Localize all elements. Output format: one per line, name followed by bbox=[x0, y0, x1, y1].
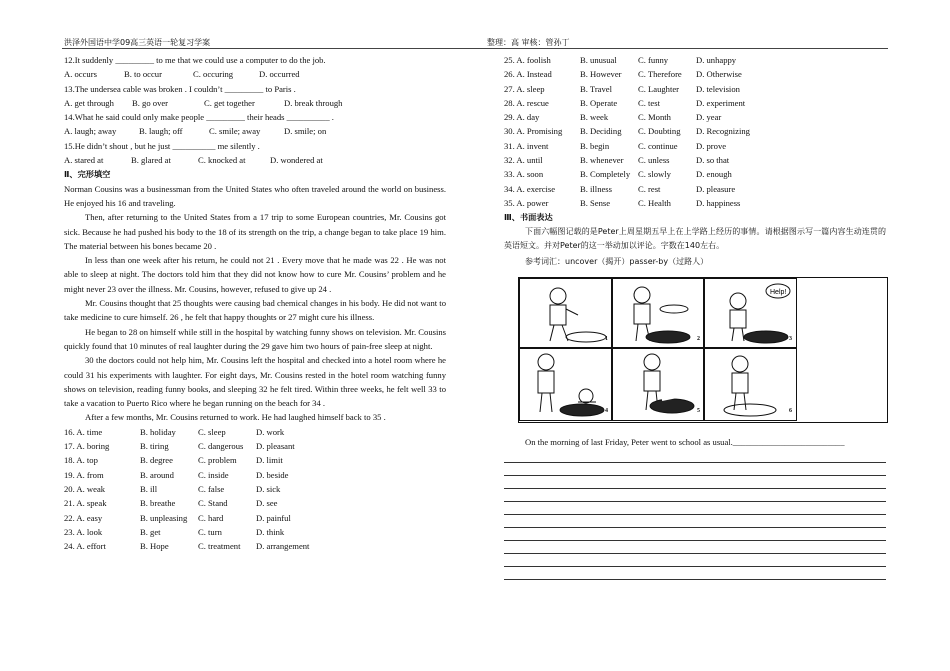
option: C. funny bbox=[638, 55, 669, 65]
option: B. breathe bbox=[140, 498, 176, 509]
panel-number: 6 bbox=[789, 408, 792, 415]
boy-and-passerby-illustration bbox=[520, 348, 612, 420]
option: D. television bbox=[696, 83, 740, 94]
cloze-option-row bbox=[504, 153, 886, 167]
panel-number: 4 bbox=[605, 408, 608, 415]
cloze-paragraph-5: He began to 28 on himself while still in the hospital by watching funny shows on television. Mr. Cousins quickly found that 10 minutes of real laughter during the 29 gave him two hours of pain-free sleep at night. bbox=[64, 326, 446, 351]
section-title-cloze: Ⅱ、完形填空 bbox=[64, 169, 111, 180]
option: D. beside bbox=[256, 469, 289, 480]
option: D. limit bbox=[256, 455, 283, 466]
cloze-option-row bbox=[504, 96, 886, 110]
reference-words: 参考词汇：uncover（揭开）passer-by（过路人） bbox=[525, 257, 709, 267]
cloze-option-row bbox=[64, 511, 446, 525]
cloze-paragraph-6: 30 the doctors could not help him, Mr. Cousins left the hospital and checked into a hotel room where he could 31 his experiments with laughter. For eight days, Mr. Cousins rested in the hotel room watching funny shows on television, reading funny books, and sleeping 32 he felt tired. Within three weeks, he felt well 33 to take a vacation to Puerto Rico where he began running on the beach for 34 . bbox=[64, 355, 446, 409]
option: D. Recognizing bbox=[696, 126, 750, 137]
cloze-option-row bbox=[64, 539, 446, 553]
option: C. turn bbox=[198, 526, 222, 537]
option: 32. A. until bbox=[504, 155, 543, 166]
option: C. slowly bbox=[638, 169, 671, 180]
panel-number: 1 bbox=[605, 336, 608, 343]
writing-line[interactable] bbox=[504, 450, 886, 463]
option: C. hard bbox=[198, 512, 224, 523]
option: A. laugh; away bbox=[64, 126, 117, 137]
option: 23. A. look bbox=[64, 526, 103, 537]
cloze-option-row bbox=[504, 196, 886, 210]
option: B. Hope bbox=[140, 541, 169, 552]
cloze-options-list bbox=[64, 425, 446, 554]
question-stem: 12.It suddenly _________ to me that we could use a computer to do the job. bbox=[64, 55, 326, 65]
option: C. inside bbox=[198, 469, 229, 480]
writing-line[interactable] bbox=[504, 567, 886, 580]
option: 20. A. weak bbox=[64, 483, 106, 494]
option: B. glared at bbox=[131, 155, 171, 166]
option: B. Operate bbox=[580, 97, 618, 108]
cloze-option-row bbox=[64, 496, 446, 510]
option: B. Deciding bbox=[580, 126, 622, 137]
question-options bbox=[64, 153, 446, 167]
option: B. get bbox=[140, 526, 161, 537]
cloze-paragraph-3: In less than one week after his return, he could not 21 . Every move that he made was 22 . He was not able to sleep at night. The doctors told him that they did not know how to cure Mr. Cousins’ problem and he might never 23 over the illness. Mr. Cousins, however, refused to give up 24 . bbox=[64, 255, 446, 294]
comic-panel-6 bbox=[703, 347, 797, 421]
option: C. get together bbox=[204, 97, 255, 108]
cloze-option-row bbox=[64, 439, 446, 453]
option: 21. A. speak bbox=[64, 498, 107, 509]
option: B. Travel bbox=[580, 83, 612, 94]
option: B. begin bbox=[580, 140, 610, 151]
option: B. laugh; off bbox=[139, 126, 183, 137]
option: 28. A. rescue bbox=[504, 97, 549, 108]
cloze-option-row bbox=[504, 124, 886, 138]
option: D. see bbox=[256, 498, 278, 509]
question-stem: 13.The undersea cable was broken . I couldn’t _________ to Paris . bbox=[64, 83, 296, 94]
writing-line[interactable] bbox=[504, 515, 886, 528]
option: 31. A. invent bbox=[504, 140, 549, 151]
writing-prompt: 下面六幅图记载的是Peter上周星期五早上在上学路上经历的事情。请根据图示写一篇内容生动连贯的英语短文。并对Peter的这一举动加以评论。字数在140左右。 bbox=[504, 226, 886, 250]
option: B. whenever bbox=[580, 155, 624, 166]
comic-panel-4 bbox=[519, 347, 613, 421]
option: D. happiness bbox=[696, 197, 741, 208]
cloze-option-row bbox=[64, 482, 446, 496]
option: B. ill bbox=[140, 483, 158, 494]
cloze-option-row bbox=[64, 468, 446, 482]
option: D. enough bbox=[696, 169, 732, 180]
option: C. Doubting bbox=[638, 126, 681, 137]
panel-number: 3 bbox=[789, 336, 792, 343]
option: 34. A. exercise bbox=[504, 183, 556, 194]
right-column bbox=[504, 53, 886, 580]
option: B. tiring bbox=[140, 441, 169, 452]
writing-line[interactable] bbox=[504, 554, 886, 567]
grammar-question-13 bbox=[64, 82, 446, 111]
option: D. occurred bbox=[259, 69, 300, 80]
option: D. experiment bbox=[696, 97, 746, 108]
cloze-paragraph-7: After a few months, Mr. Cousins returned to work. He had laughed himself back to 35 . bbox=[85, 412, 386, 423]
panel-number: 2 bbox=[697, 336, 700, 343]
option: B. degree bbox=[140, 455, 173, 466]
cloze-option-row bbox=[504, 139, 886, 153]
option: 24. A. effort bbox=[64, 541, 106, 552]
writing-answer-start[interactable]: On the morning of last Friday, Peter went to school as usual.__________________________ bbox=[525, 437, 845, 448]
boy-hears-cry-illustration bbox=[704, 279, 796, 348]
writing-line[interactable] bbox=[504, 502, 886, 515]
option: D. arrangement bbox=[256, 541, 310, 552]
option: A. get through bbox=[64, 97, 114, 108]
comic-strip bbox=[518, 277, 888, 423]
writing-line[interactable] bbox=[504, 528, 886, 541]
option: C. sleep bbox=[198, 426, 226, 437]
option: B. unpleasing bbox=[140, 512, 188, 523]
cloze-option-row bbox=[64, 425, 446, 439]
writing-answer-lines[interactable] bbox=[504, 450, 886, 580]
option: D. unhappy bbox=[696, 55, 737, 65]
option: B. go over bbox=[132, 97, 169, 108]
option: 19. A. from bbox=[64, 469, 104, 480]
option: C. false bbox=[198, 483, 225, 494]
cloze-option-row bbox=[504, 53, 886, 67]
option: C. Month bbox=[638, 112, 671, 123]
option: 29. A. day bbox=[504, 112, 540, 123]
boy-looking-into-hole-illustration bbox=[704, 348, 796, 420]
option: C. unless bbox=[638, 155, 670, 166]
grammar-question-12 bbox=[64, 53, 446, 82]
option: A. occurs bbox=[64, 69, 97, 80]
option: B. week bbox=[580, 112, 609, 123]
option: C. Laughter bbox=[638, 83, 680, 94]
option: 30. A. Promising bbox=[504, 126, 563, 137]
option: B. Completely bbox=[580, 169, 631, 180]
option: B. illness bbox=[580, 183, 612, 194]
option: 18. A. top bbox=[64, 455, 98, 466]
option: D. painful bbox=[256, 512, 291, 523]
cloze-option-row bbox=[504, 110, 886, 124]
option: 33. A. soon bbox=[504, 169, 544, 180]
comic-panel-3 bbox=[703, 278, 797, 349]
question-options bbox=[64, 96, 446, 110]
question-stem: 14.What he said could only make people _________ their heads __________ . bbox=[64, 112, 334, 123]
grammar-question-15 bbox=[64, 139, 446, 168]
option: 35. A. power bbox=[504, 197, 549, 208]
option: C. dangerous bbox=[198, 441, 244, 452]
panel-number: 5 bbox=[697, 408, 700, 415]
option: D. wondered at bbox=[270, 155, 323, 166]
man-falling-illustration bbox=[612, 348, 704, 420]
option: D. so that bbox=[696, 155, 730, 166]
boy-walking-illustration bbox=[520, 279, 612, 348]
option: D. pleasant bbox=[256, 441, 295, 452]
section-title-writing: Ⅲ、书面表达 bbox=[504, 212, 553, 223]
cloze-options-list bbox=[504, 53, 886, 210]
option: C. problem bbox=[198, 455, 237, 466]
option: D. smile; on bbox=[284, 126, 327, 137]
option: D. work bbox=[256, 426, 285, 437]
grammar-question-14 bbox=[64, 110, 446, 139]
option: C. smile; away bbox=[209, 126, 261, 137]
option: C. treatment bbox=[198, 541, 241, 552]
comic-panel-5 bbox=[611, 347, 705, 421]
option: D. year bbox=[696, 112, 722, 123]
comic-panel-1 bbox=[519, 278, 613, 349]
comic-panel-2 bbox=[611, 278, 705, 349]
option: C. Therefore bbox=[638, 69, 682, 80]
cloze-option-row bbox=[64, 453, 446, 467]
option: D. Otherwise bbox=[696, 69, 742, 80]
option: B. holiday bbox=[140, 426, 176, 437]
question-stem: 15.He didn’t shout , but he just __________ me silently . bbox=[64, 140, 260, 151]
cloze-option-row bbox=[504, 167, 886, 181]
option: C. continue bbox=[638, 140, 678, 151]
option: D. think bbox=[256, 526, 285, 537]
boy-lifting-cover-illustration bbox=[612, 279, 704, 348]
cloze-paragraph-1: Norman Cousins was a businessman from the United States who often traveled around the world on business. He enjoyed his 16 and traveling. bbox=[64, 183, 446, 208]
cloze-option-row bbox=[504, 182, 886, 196]
cloze-option-row bbox=[504, 82, 886, 96]
help-speech-bubble: Help! bbox=[770, 289, 787, 297]
page-header bbox=[62, 36, 888, 49]
option: C. Stand bbox=[198, 498, 228, 509]
option: C. rest bbox=[638, 183, 661, 194]
cloze-option-row bbox=[504, 67, 886, 81]
writing-line[interactable] bbox=[504, 463, 886, 476]
option: C. Health bbox=[638, 197, 671, 208]
option: B. around bbox=[140, 469, 174, 480]
writing-line[interactable] bbox=[504, 476, 886, 489]
option: 22. A. easy bbox=[64, 512, 103, 523]
question-options bbox=[64, 124, 446, 138]
cloze-paragraph-2: Then, after returning to the United States from a 17 trip to some European countries, Mr. Cousins got sick. Because he had pushed his body to the 18 of its strength on the trip, a change began to take place 19 him. The material between his bones became 20 . bbox=[64, 212, 446, 251]
writing-line[interactable] bbox=[504, 489, 886, 502]
option: D. prove bbox=[696, 140, 727, 151]
option: C. occuring bbox=[193, 69, 234, 80]
option: C. knocked at bbox=[198, 155, 246, 166]
option: B. unusual bbox=[580, 55, 617, 65]
option: 25. A. foolish bbox=[504, 55, 551, 65]
option: 26. A. Instead bbox=[504, 69, 552, 80]
option: 17. A. boring bbox=[64, 441, 110, 452]
writing-line[interactable] bbox=[504, 541, 886, 554]
cloze-paragraph-4: Mr. Cousins thought that 25 thoughts were causing bad chemical changes in his body. He did not want to take medicine to cure himself. 26 , he felt that happy thoughts or 27 might cure his illness. bbox=[64, 298, 446, 323]
option: B. to occur bbox=[124, 69, 162, 80]
header-editor-info: 整理：高 审核：管孙丁 bbox=[487, 38, 570, 47]
option: C. test bbox=[638, 97, 660, 108]
option: D. sick bbox=[256, 483, 281, 494]
option: 16. A. time bbox=[64, 426, 103, 437]
cloze-option-row bbox=[64, 525, 446, 539]
question-options bbox=[64, 67, 446, 81]
option: D. pleasure bbox=[696, 183, 736, 194]
left-column bbox=[64, 53, 446, 553]
option: D. break through bbox=[284, 97, 343, 108]
option: B. However bbox=[580, 69, 622, 80]
option: B. Sense bbox=[580, 197, 611, 208]
option: A. stared at bbox=[64, 155, 104, 166]
option: 27. A. sleep bbox=[504, 83, 545, 94]
header-school-title: 洪泽外国语中学09高三英语一轮复习学案 bbox=[64, 38, 211, 47]
